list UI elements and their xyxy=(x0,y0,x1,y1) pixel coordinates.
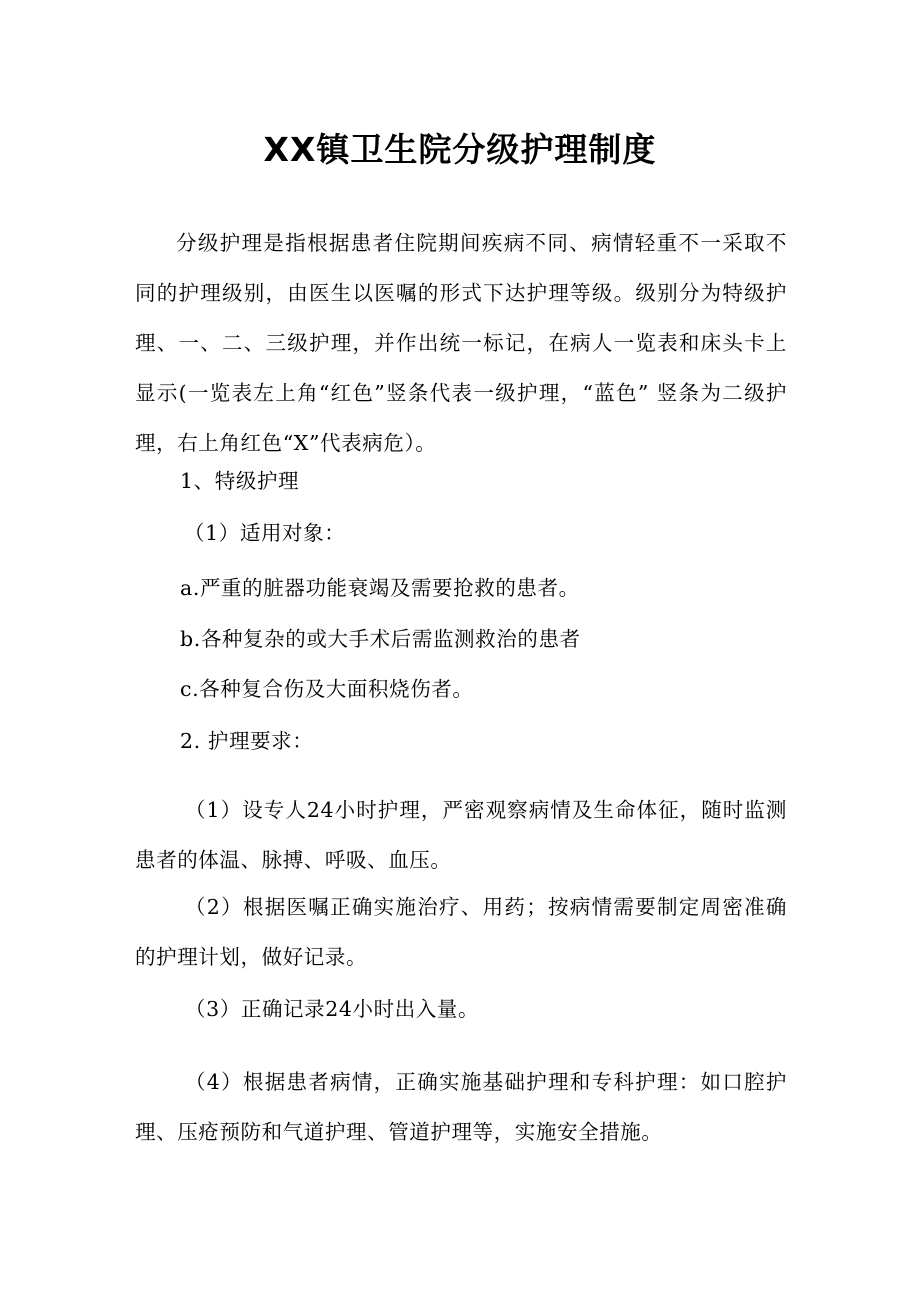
requirement-item: （2）根据医嘱正确实施治疗、用药；按病情需要制定周密准确的护理计划，做好记录。 xyxy=(135,895,787,969)
scope-item: c.各种复合伤及大面积烧伤者。 xyxy=(180,677,474,701)
section-heading: 1、特级护理 xyxy=(180,469,300,493)
requirement-item: （1）设专人24小时护理，严密观察病情及生命体征，随时监测患者的体温、脉搏、呼吸、血压。 xyxy=(135,798,787,872)
requirement-item: （3）正确记录24小时出入量。 xyxy=(185,997,480,1021)
requirement-item: （4）根据患者病情，正确实施基础护理和专科护理：如口腔护理、压疮预防和气道护理、管道护理等，实施安全措施。 xyxy=(135,1070,787,1144)
page-title: XX镇卫生院分级护理制度 xyxy=(263,130,657,169)
scope-item: a.严重的脏器功能衰竭及需要抢救的患者。 xyxy=(180,576,580,600)
scope-heading: （1）适用对象： xyxy=(184,521,346,545)
requirements-heading: 2. 护理要求： xyxy=(180,729,314,753)
scope-item: b.各种复杂的或大手术后需监测救治的患者 xyxy=(180,627,581,651)
intro-paragraph: 分级护理是指根据患者住院期间疾病不同、病情轻重不一采取不同的护理级别，由医生以医嘱的形式下达护理等级。级别分为特级护理、一、二、三级护理，并作出统一标记，在病人一览表和床头卡上显示(一览表左上角“红色”竖条代表一级护理，“蓝色” 竖条为二级护理，右上角红色“X”代表病危）。 xyxy=(135,231,787,455)
